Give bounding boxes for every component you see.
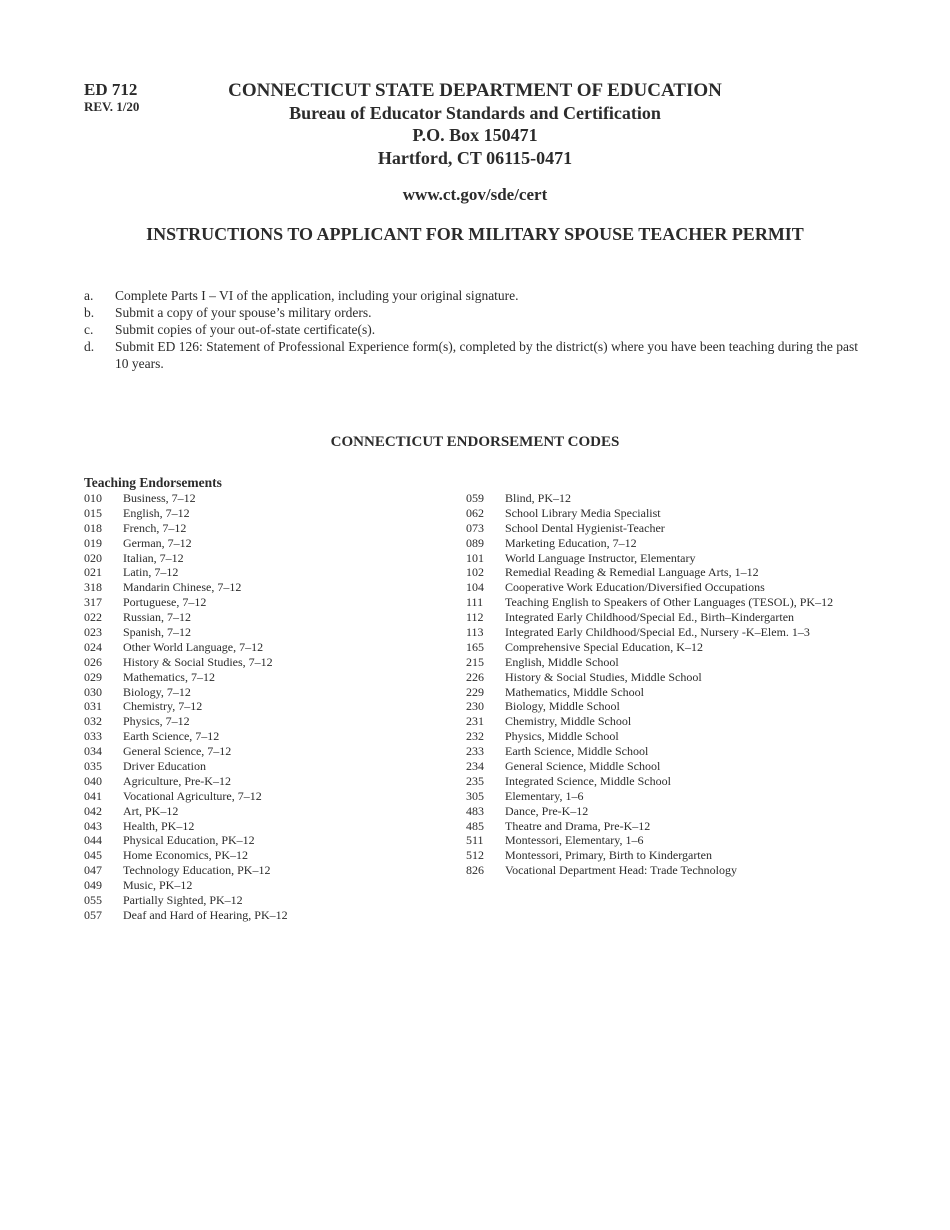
endorsement-name: Physics, 7–12 bbox=[123, 714, 190, 729]
endorsement-name: Music, PK–12 bbox=[123, 878, 193, 893]
endorsement-code: 055 bbox=[84, 893, 102, 908]
endorsement-item bbox=[84, 699, 288, 714]
endorsement-item bbox=[466, 759, 833, 774]
endorsement-item bbox=[84, 551, 288, 566]
endorsement-code: 826 bbox=[466, 863, 484, 878]
codes-title: CONNECTICUT ENDORSEMENT CODES bbox=[330, 434, 620, 450]
endorsement-name: Physical Education, PK–12 bbox=[123, 833, 255, 848]
endorsement-item bbox=[466, 506, 833, 521]
endorsement-name: Health, PK–12 bbox=[123, 818, 195, 833]
endorsement-name: Partially Sighted, PK–12 bbox=[123, 893, 243, 908]
endorsement-item bbox=[84, 491, 288, 506]
endorsement-code: 101 bbox=[466, 550, 484, 565]
page-title: INSTRUCTIONS TO APPLICANT FOR MILITARY SPOUSE TEACHER PERMIT bbox=[146, 224, 804, 244]
endorsement-name: Spanish, 7–12 bbox=[123, 625, 192, 640]
endorsement-name: Mandarin Chinese, 7–12 bbox=[123, 580, 242, 595]
endorsement-code: 230 bbox=[466, 699, 484, 714]
endorsement-item bbox=[466, 848, 833, 863]
endorsement-name: English, 7–12 bbox=[123, 505, 190, 520]
endorsement-item bbox=[84, 848, 288, 863]
header-po-box: P.O. Box 150471 bbox=[412, 125, 538, 145]
endorsement-item bbox=[84, 819, 288, 834]
instruction-letter: b. bbox=[84, 305, 95, 320]
endorsement-item bbox=[466, 833, 833, 848]
endorsement-code: 512 bbox=[466, 848, 484, 863]
endorsement-name: History & Social Studies, Middle School bbox=[505, 669, 702, 684]
endorsement-code: 057 bbox=[84, 907, 102, 922]
endorsement-name: Home Economics, PK–12 bbox=[123, 848, 248, 863]
endorsement-item bbox=[84, 685, 288, 700]
endorsement-name: Blind, PK–12 bbox=[505, 491, 572, 505]
endorsement-name: Elementary, 1–6 bbox=[505, 788, 584, 803]
endorsement-name: Russian, 7–12 bbox=[123, 610, 192, 625]
endorsement-code: 042 bbox=[84, 803, 102, 818]
endorsement-code: 113 bbox=[466, 625, 484, 640]
instruction-letter: d. bbox=[84, 339, 95, 354]
endorsement-item bbox=[84, 655, 288, 670]
endorsement-name: Montessori, Primary, Birth to Kindergarten bbox=[505, 848, 712, 863]
endorsement-code: 019 bbox=[84, 535, 102, 550]
endorsement-name: Dance, Pre-K–12 bbox=[505, 803, 589, 818]
endorsement-code: 102 bbox=[466, 565, 484, 580]
instruction-item bbox=[84, 287, 874, 304]
endorsement-code: 089 bbox=[466, 535, 484, 550]
endorsement-code: 020 bbox=[84, 550, 102, 565]
instruction-text: Submit a copy of your spouse’s military orders. bbox=[115, 305, 372, 320]
instruction-text: Submit ED 126: Statement of Professional Experience form(s), completed by the district(s) where you have been teaching during the past 10 years. bbox=[115, 339, 859, 371]
endorsement-code: 031 bbox=[84, 699, 102, 714]
endorsement-code: 317 bbox=[84, 595, 102, 610]
endorsement-item bbox=[84, 714, 288, 729]
endorsement-code: 034 bbox=[84, 744, 102, 759]
endorsement-name: Chemistry, Middle School bbox=[505, 714, 632, 729]
endorsement-code: 030 bbox=[84, 684, 102, 699]
endorsement-name: History & Social Studies, 7–12 bbox=[123, 654, 273, 669]
endorsement-item bbox=[84, 744, 288, 759]
endorsement-code: 033 bbox=[84, 729, 102, 744]
instruction-letter: c. bbox=[84, 322, 94, 337]
endorsement-item bbox=[84, 521, 288, 536]
endorsement-item bbox=[466, 491, 833, 506]
instruction-item bbox=[84, 321, 874, 338]
endorsement-code: 040 bbox=[84, 773, 102, 788]
endorsement-code: 229 bbox=[466, 684, 484, 699]
endorsement-code: 073 bbox=[466, 520, 484, 535]
endorsement-item bbox=[84, 595, 288, 610]
endorsement-code: 047 bbox=[84, 863, 102, 878]
endorsement-item bbox=[466, 521, 833, 536]
endorsement-item bbox=[466, 625, 833, 640]
endorsement-name: Vocational Agriculture, 7–12 bbox=[123, 788, 262, 803]
header-department: CONNECTICUT STATE DEPARTMENT OF EDUCATION bbox=[228, 80, 722, 101]
endorsement-item bbox=[84, 789, 288, 804]
endorsement-code: 233 bbox=[466, 744, 484, 759]
endorsement-code: 035 bbox=[84, 759, 102, 774]
endorsement-name: Biology, Middle School bbox=[505, 699, 620, 714]
endorsement-name: English, Middle School bbox=[505, 654, 619, 669]
endorsement-name: Integrated Early Childhood/Special Ed., Birth–Kindergarten bbox=[505, 610, 795, 625]
endorsement-item bbox=[84, 863, 288, 878]
endorsement-code: 226 bbox=[466, 669, 484, 684]
endorsement-name: Cooperative Work Education/Diversified Occupations bbox=[505, 580, 765, 595]
endorsement-item bbox=[84, 670, 288, 685]
endorsement-name: German, 7–12 bbox=[123, 535, 192, 550]
endorsement-item bbox=[466, 729, 833, 744]
form-revision: REV. 1/20 bbox=[84, 99, 140, 114]
endorsement-code: 043 bbox=[84, 818, 102, 833]
instruction-text: Submit copies of your out-of-state certificate(s). bbox=[115, 322, 376, 337]
endorsement-item bbox=[466, 565, 833, 580]
endorsement-name: Mathematics, Middle School bbox=[505, 684, 644, 699]
instruction-text: Complete Parts I – VI of the application, including your original signature. bbox=[115, 288, 519, 303]
endorsement-name: French, 7–12 bbox=[123, 520, 187, 535]
endorsement-item bbox=[466, 819, 833, 834]
endorsement-name: Latin, 7–12 bbox=[123, 565, 179, 580]
endorsement-item bbox=[84, 833, 288, 848]
endorsement-name: Teaching English to Speakers of Other Languages (TESOL), PK–12 bbox=[505, 595, 834, 610]
endorsement-name: Business, 7–12 bbox=[123, 491, 196, 505]
endorsement-name: Portuguese, 7–12 bbox=[123, 595, 207, 610]
endorsement-item bbox=[466, 789, 833, 804]
endorsement-item bbox=[466, 863, 833, 878]
endorsement-item bbox=[466, 804, 833, 819]
endorsement-code: 215 bbox=[466, 654, 484, 669]
endorsement-name: Italian, 7–12 bbox=[123, 550, 184, 565]
endorsement-item bbox=[84, 610, 288, 625]
endorsement-code: 231 bbox=[466, 714, 484, 729]
endorsement-name: Montessori, Elementary, 1–6 bbox=[505, 833, 644, 848]
endorsement-name: Physics, Middle School bbox=[505, 729, 619, 744]
endorsement-item bbox=[466, 536, 833, 551]
endorsement-code: 318 bbox=[84, 580, 102, 595]
form-number: ED 712 bbox=[84, 80, 138, 99]
endorsement-item bbox=[466, 670, 833, 685]
endorsements-right-column bbox=[466, 491, 833, 878]
endorsement-item bbox=[84, 729, 288, 744]
endorsement-code: 104 bbox=[466, 580, 484, 595]
endorsement-code: 029 bbox=[84, 669, 102, 684]
endorsement-name: World Language Instructor, Elementary bbox=[505, 550, 696, 565]
endorsement-code: 049 bbox=[84, 878, 102, 893]
endorsement-item bbox=[466, 699, 833, 714]
endorsement-item bbox=[84, 878, 288, 893]
website-url: www.ct.gov/sde/cert bbox=[402, 185, 548, 204]
endorsement-name: Technology Education, PK–12 bbox=[123, 863, 271, 878]
endorsement-item bbox=[466, 610, 833, 625]
endorsements-left-column bbox=[84, 491, 288, 923]
endorsement-code: 234 bbox=[466, 759, 484, 774]
instruction-item bbox=[84, 304, 874, 321]
endorsement-code: 305 bbox=[466, 788, 484, 803]
endorsement-code: 023 bbox=[84, 625, 102, 640]
endorsement-item bbox=[84, 506, 288, 521]
endorsement-code: 485 bbox=[466, 818, 484, 833]
endorsement-item bbox=[466, 714, 833, 729]
endorsement-code: 112 bbox=[466, 610, 484, 625]
endorsement-name: Art, PK–12 bbox=[123, 803, 179, 818]
endorsement-name: Driver Education bbox=[123, 759, 206, 774]
endorsement-name: Comprehensive Special Education, K–12 bbox=[505, 639, 703, 654]
endorsement-code: 022 bbox=[84, 610, 102, 625]
teaching-endorsements-heading: Teaching Endorsements bbox=[84, 475, 222, 490]
endorsement-code: 021 bbox=[84, 565, 102, 580]
endorsement-name: Biology, 7–12 bbox=[123, 684, 191, 699]
endorsement-item bbox=[84, 536, 288, 551]
endorsement-item bbox=[84, 565, 288, 580]
endorsement-name: School Library Media Specialist bbox=[505, 505, 661, 520]
header-city: Hartford, CT 06115-0471 bbox=[377, 148, 573, 168]
endorsement-item bbox=[466, 655, 833, 670]
endorsement-item bbox=[466, 774, 833, 789]
endorsement-item bbox=[466, 580, 833, 595]
endorsement-item bbox=[84, 908, 288, 923]
instruction-letter: a. bbox=[84, 288, 94, 303]
endorsement-item bbox=[466, 551, 833, 566]
endorsement-name: Mathematics, 7–12 bbox=[123, 669, 215, 684]
instructions-list bbox=[84, 287, 874, 372]
endorsement-name: Remedial Reading & Remedial Language Arts, 1–12 bbox=[505, 565, 759, 580]
endorsement-item bbox=[84, 804, 288, 819]
endorsement-code: 041 bbox=[84, 788, 102, 803]
endorsement-code: 024 bbox=[84, 639, 102, 654]
endorsement-code: 015 bbox=[84, 505, 102, 520]
endorsement-code: 165 bbox=[466, 639, 484, 654]
endorsement-item bbox=[466, 595, 833, 610]
endorsement-code: 044 bbox=[84, 833, 102, 848]
endorsement-name: Theatre and Drama, Pre-K–12 bbox=[505, 818, 651, 833]
endorsement-code: 010 bbox=[84, 491, 102, 505]
endorsement-item bbox=[84, 893, 288, 908]
instruction-item bbox=[84, 338, 874, 372]
endorsement-name: Other World Language, 7–12 bbox=[123, 639, 264, 654]
endorsement-name: Agriculture, Pre-K–12 bbox=[123, 773, 231, 788]
endorsement-code: 032 bbox=[84, 714, 102, 729]
endorsement-item bbox=[466, 744, 833, 759]
endorsement-item bbox=[84, 640, 288, 655]
endorsement-code: 026 bbox=[84, 654, 102, 669]
endorsement-item bbox=[466, 640, 833, 655]
endorsement-name: General Science, Middle School bbox=[505, 759, 661, 774]
endorsement-name: Vocational Department Head: Trade Technology bbox=[505, 863, 737, 878]
endorsement-name: Chemistry, 7–12 bbox=[123, 699, 203, 714]
endorsement-name: Earth Science, Middle School bbox=[505, 744, 649, 759]
endorsement-name: Deaf and Hard of Hearing, PK–12 bbox=[123, 907, 288, 922]
endorsement-code: 062 bbox=[466, 505, 484, 520]
endorsement-item bbox=[466, 685, 833, 700]
endorsement-name: Integrated Science, Middle School bbox=[505, 773, 671, 788]
endorsement-code: 111 bbox=[466, 595, 484, 610]
endorsement-name: School Dental Hygienist-Teacher bbox=[505, 520, 665, 535]
endorsement-name: Integrated Early Childhood/Special Ed., Nursery -K–Elem. 1–3 bbox=[505, 625, 810, 640]
endorsement-code: 018 bbox=[84, 520, 102, 535]
endorsement-name: Marketing Education, 7–12 bbox=[505, 535, 637, 550]
endorsement-code: 059 bbox=[466, 491, 484, 505]
endorsement-code: 045 bbox=[84, 848, 102, 863]
endorsement-item bbox=[84, 774, 288, 789]
endorsement-item bbox=[84, 580, 288, 595]
endorsement-name: Earth Science, 7–12 bbox=[123, 729, 220, 744]
endorsement-code: 511 bbox=[466, 833, 484, 848]
endorsement-code: 483 bbox=[466, 803, 484, 818]
header-bureau: Bureau of Educator Standards and Certification bbox=[289, 103, 661, 123]
endorsement-item bbox=[84, 759, 288, 774]
endorsement-item bbox=[84, 625, 288, 640]
endorsement-code: 232 bbox=[466, 729, 484, 744]
endorsement-code: 235 bbox=[466, 773, 484, 788]
endorsement-name: General Science, 7–12 bbox=[123, 744, 232, 759]
